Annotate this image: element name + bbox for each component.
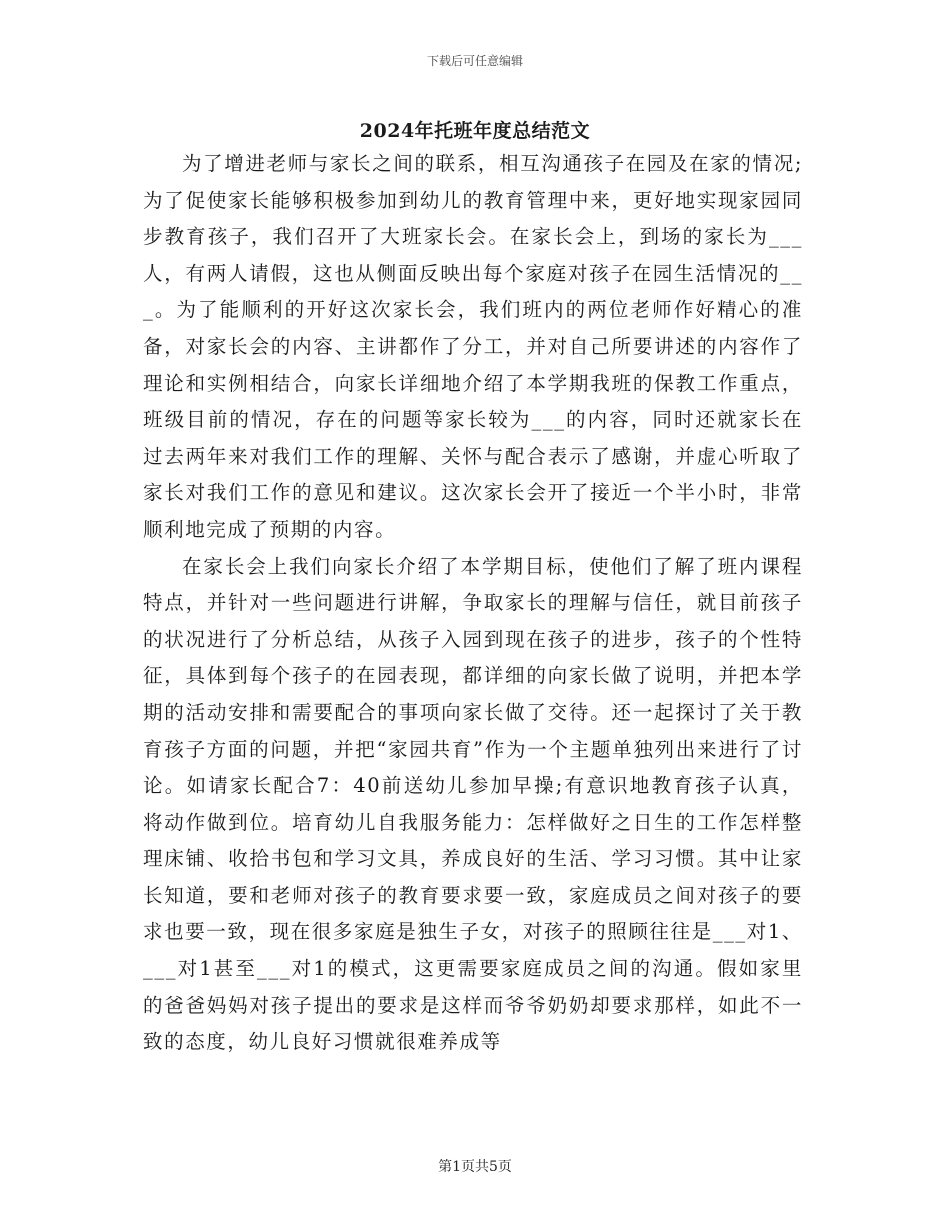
page-footer: 第1页共5页 xyxy=(438,1159,512,1175)
paragraph-2: 在家长会上我们向家长介绍了本学期目标，使他们了解了班内课程特点，并针对一些问题进行讲解，争取家长的理解与信任，就目前孩子的状况进行了分析总结，从孩子入园到现在孩子的进步，孩子的个性特征，具体到每个孩子的在园表现，都详细的向家长做了说明，并把本学期的活动安排和需要配合的事项向家长做了交待。还一起探讨了关于教育孩子方面的问题，并把“家园共育”作为一个主题单独列出来进行了讨论。如请家长配合7：40前送幼儿参加早操;有意识地教育孩子认真，将动作做到位。培育幼儿自我服务能力：怎样做好之日生的工作怎样整理床铺、收拾书包和学习文具，养成良好的生活、学习习惯。其中让家长知道，要和老师对孩子的教育要求要一致，家庭成员之间对孩子的要求也要一致，现在很多家庭是独生子女，对孩子的照顾往往是___对1、___对1甚至___对1的模式，这更需要家庭成员之间的沟通。假如家里的爸爸妈妈对孩子提出的要求是这样而爷爷奶奶却要求那样，如此不一致的态度，幼儿良好习惯就很难养成等 xyxy=(143,554,803,1054)
document-body xyxy=(143,146,803,1061)
page-header: 下载后可任意编辑 xyxy=(426,54,523,68)
paragraph-1: 为了增进老师与家长之间的联系，相互沟通孩子在园及在家的情况;为了促使家长能够积极参加到幼儿的教育管理中来，更好地实现家园同步教育孩子，我们召开了大班家长会。在家长会上，到场的家长为___人，有两人请假，这也从侧面反映出每个家庭对孩子在园生活情况的___。为了能顺利的开好这次家长会，我们班内的两位老师作好精心的准备，对家长会的内容、主讲都作了分工，并对自己所要讲述的内容作了理论和实例相结合，向家长详细地介绍了本学期我班的保教工作重点，班级目前的情况，存在的问题等家长较为___的内容，同时还就家长在过去两年来对我们工作的理解、关怀与配合表示了感谢，并虚心听取了家长对我们工作的意见和建议。这次家长会开了接近一个半小时，非常顺利地完成了预期的内容。 xyxy=(143,152,803,541)
document-title: 2024年托班年度总结范文 xyxy=(359,120,591,142)
